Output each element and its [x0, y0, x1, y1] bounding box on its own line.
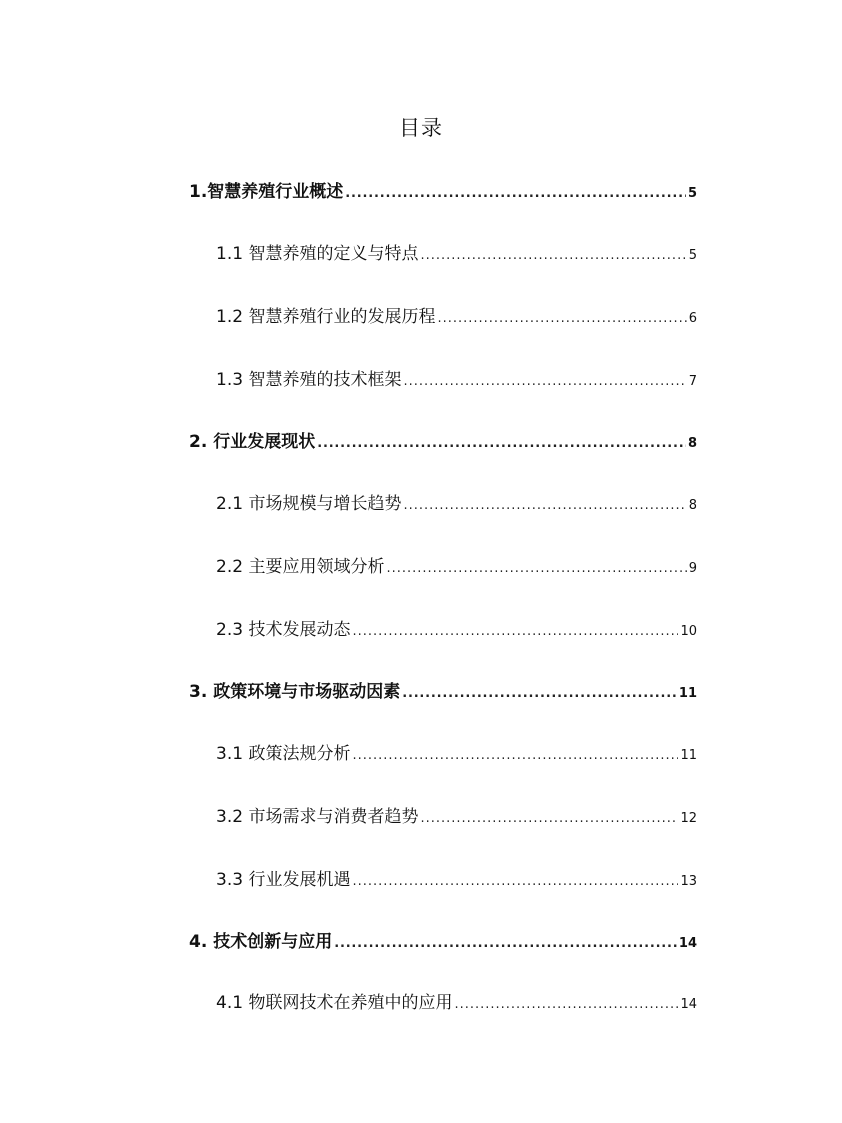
toc-entry-1-2[interactable] — [216, 304, 697, 330]
toc-page-number: 11 — [678, 686, 697, 701]
toc-entry-label: 1.2 智慧养殖行业的发展历程 — [216, 307, 436, 327]
toc-dot-leader — [352, 743, 678, 769]
toc-entry-4[interactable] — [189, 929, 697, 955]
toc-dot-leader — [386, 556, 686, 582]
toc-entry-label: 2.1 市场规模与增长趋势 — [216, 494, 402, 514]
toc-dot-leader — [402, 681, 677, 707]
toc-entry-3-2[interactable] — [216, 804, 697, 830]
toc-page-number: 14 — [680, 997, 697, 1012]
toc-entry-label: 3.2 市场需求与消费者趋势 — [216, 807, 419, 827]
toc-entry-label: 2. 行业发展现状 — [189, 432, 316, 452]
toc-entry-label: 1.1 智慧养殖的定义与特点 — [216, 244, 419, 264]
toc-page-number: 11 — [680, 748, 697, 763]
toc-entry-4-1[interactable] — [216, 990, 697, 1016]
toc-dot-leader — [437, 306, 686, 332]
toc-dot-leader — [403, 493, 686, 519]
toc-entry-label: 4.1 物联网技术在养殖中的应用 — [216, 993, 453, 1013]
toc-dot-leader — [345, 181, 686, 207]
toc-entry-label: 3. 政策环境与市场驱动因素 — [189, 682, 401, 702]
toc-entry-label: 2.2 主要应用领域分析 — [216, 557, 385, 577]
toc-page-number: 5 — [687, 186, 697, 201]
toc-entry-2-1[interactable] — [216, 491, 697, 517]
toc-entry-label: 2.3 技术发展动态 — [216, 620, 351, 640]
toc-page-number: 14 — [678, 936, 697, 951]
toc-page-number: 7 — [688, 374, 697, 389]
toc-entry-label: 1.3 智慧养殖的技术框架 — [216, 370, 402, 390]
toc-entry-1-1[interactable] — [216, 241, 697, 267]
toc-dot-leader — [454, 992, 678, 1018]
toc-dot-leader — [334, 931, 677, 957]
toc-page-number: 8 — [687, 436, 697, 451]
toc-page-number: 5 — [688, 248, 697, 263]
toc-page-number: 6 — [688, 311, 697, 326]
toc-dot-leader — [317, 431, 686, 457]
toc-dot-leader — [420, 806, 678, 832]
toc-entry-1-3[interactable] — [216, 367, 697, 393]
toc-entry-3-3[interactable] — [216, 867, 697, 893]
toc-entry-label: 4. 技术创新与应用 — [189, 932, 333, 952]
toc-entry-label: 3.1 政策法规分析 — [216, 744, 351, 764]
toc-entry-2-2[interactable] — [216, 554, 697, 580]
toc-dot-leader — [420, 243, 686, 269]
toc-entry-label: 3.3 行业发展机遇 — [216, 870, 351, 890]
toc-dot-leader — [403, 369, 686, 395]
toc-entry-3[interactable] — [189, 679, 697, 705]
toc-dot-leader — [352, 869, 678, 895]
toc-entry-label: 1.智慧养殖行业概述 — [189, 182, 344, 202]
toc-entry-2[interactable] — [189, 429, 697, 455]
toc-page-number: 12 — [680, 811, 697, 826]
toc-page-number: 13 — [680, 874, 697, 889]
toc-title: 目录 — [399, 116, 443, 140]
toc-page-number: 8 — [688, 498, 697, 513]
toc-page-number: 10 — [680, 624, 697, 639]
toc-dot-leader — [352, 619, 678, 645]
toc-entry-1[interactable] — [189, 179, 697, 205]
toc-entry-2-3[interactable] — [216, 617, 697, 643]
toc-entry-3-1[interactable] — [216, 741, 697, 767]
toc-page-number: 9 — [688, 561, 697, 576]
